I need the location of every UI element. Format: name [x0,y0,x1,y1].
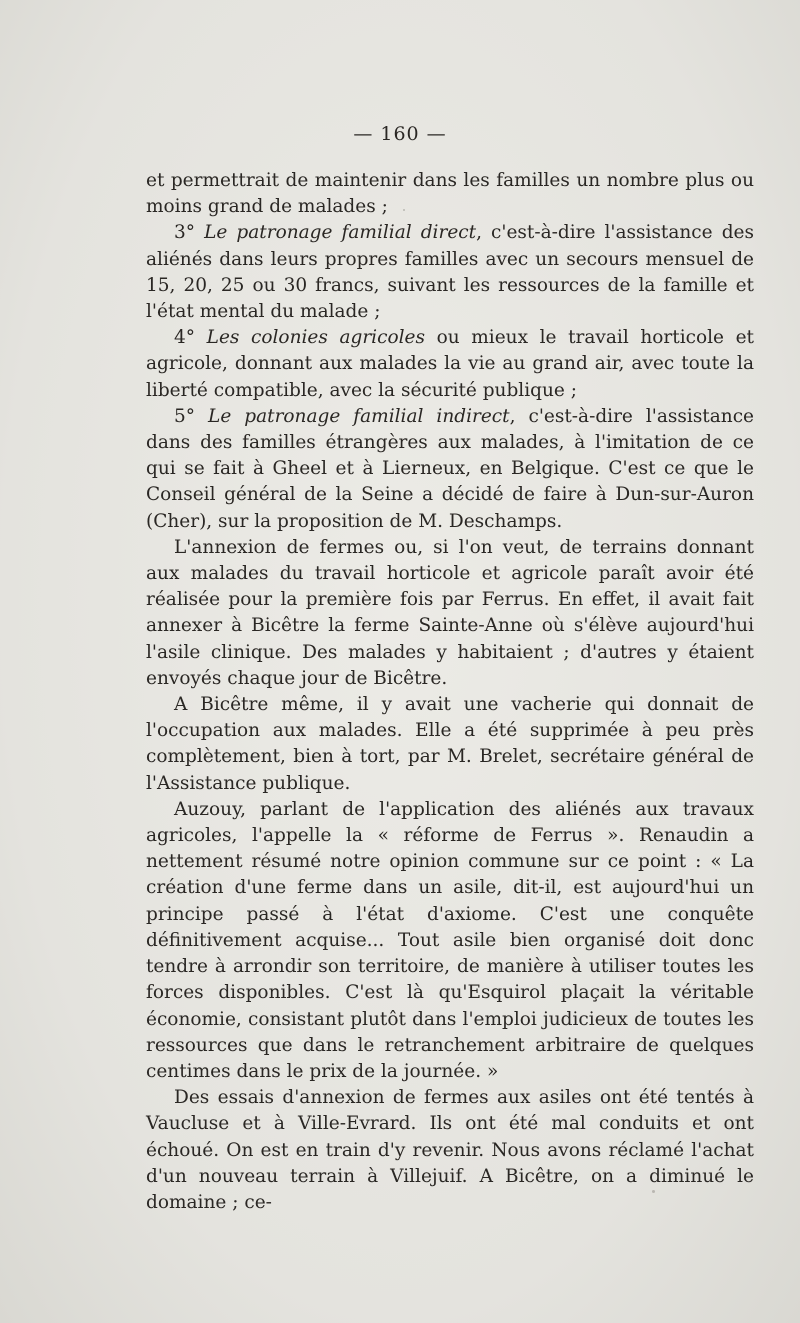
page-number: — 160 — [353,123,447,145]
item-number: 5° [174,405,209,427]
item-number: 3° [174,222,205,244]
paragraph-text: L'annexion de fermes ou, si l'on veut, de terrains donnant aux malades du travail horticole et agricole paraît avoir été réalisée pour la première fois par Ferrus. En effet, il avait fait annexer à Bicêtre la ferme Sainte-Anne où s'élève aujourd'hui l'asile clinique. Des malades y habitaient ; d'autres y étaient envoyés chaque jour de Bicêtre. [146,536,754,689]
paragraph-item-4 [146,325,754,404]
paragraph-auzouy [146,797,754,1085]
paragraph-text: , c'est-à-dire l'assistance des aliénés dans leurs propres familles avec un secours mensuel de 15, 20, 25 ou 30 francs, suivant les ressources de la famille et l'état mental du malade ; [146,222,754,323]
paragraph-text: et permettrait de maintenir dans les familles un nombre plus ou moins grand de malades ; [146,170,754,218]
paragraph-text: Auzouy, parlant de l'application des aliénés aux travaux agricoles, l'appelle la « réforme de Ferrus ». Renaudin a nettement résumé notre opinion commune sur ce point : « La création d'une ferme dans un asile, dit-il, est aujourd'hui un principe passé à l'état d'axiome. C'est une conquête définitivement acquise... Tout asile bien organisé doit donc tendre à arrondir son territoire, de manière à utiliser toutes les forces disponibles. C'est là qu'Esquirol plaçait la véritable économie, consistant plutôt dans l'emploi judicieux de toutes les ressources que dans le retranchement arbitraire de quelques centimes dans le prix de la journée. » [146,798,754,1082]
paragraph-text: Des essais d'annexion de fermes aux asiles ont été tentés à Vaucluse et à Ville-Evrard. Ils ont été mal conduits et ont échoué. On est en train d'y revenir. Nous avons réclamé l'achat d'un nouveau terrain à Villejuif. A Bicêtre, on a diminué le domaine ; ce- [146,1087,754,1213]
paragraph-item-3 [146,220,754,325]
paragraph-bicetre [146,692,754,797]
paragraph-annexion [146,535,754,692]
item-title: Les colonies agricoles [206,327,425,349]
paragraph-essais [146,1085,754,1216]
paragraph-text: , c'est-à-dire l'assistance dans des familles étrangères aux malades, à l'imitation de ce qui se fait à Gheel et à Lierneux, en Belgique. C'est ce que le Conseil général de la Seine a décidé de faire à Dun-sur-Auron (Cher), sur la proposition de M. Deschamps. [146,405,754,532]
paper-speck [403,209,405,211]
item-title: Le patronage familial direct [204,222,477,244]
item-number: 4° [174,327,207,349]
item-title: Le patronage familial indirect [208,405,510,427]
body-text [146,168,754,1216]
paragraph-text: A Bicêtre même, il y avait une vacherie qui donnait de l'occupation aux malades. Elle a été supprimée à peu près complètement, bien à tort, par M. Brelet, secrétaire général de l'Assistance publique. [146,694,754,794]
paragraph-continuation [146,168,754,220]
paper-speck [652,1190,655,1193]
paragraph-item-5 [146,404,754,535]
paragraph-text: ou mieux le travail horticole et agricole, donnant aux malades la vie au grand air, avec toute la liberté compatible, avec la sécurité publique ; [146,327,754,401]
